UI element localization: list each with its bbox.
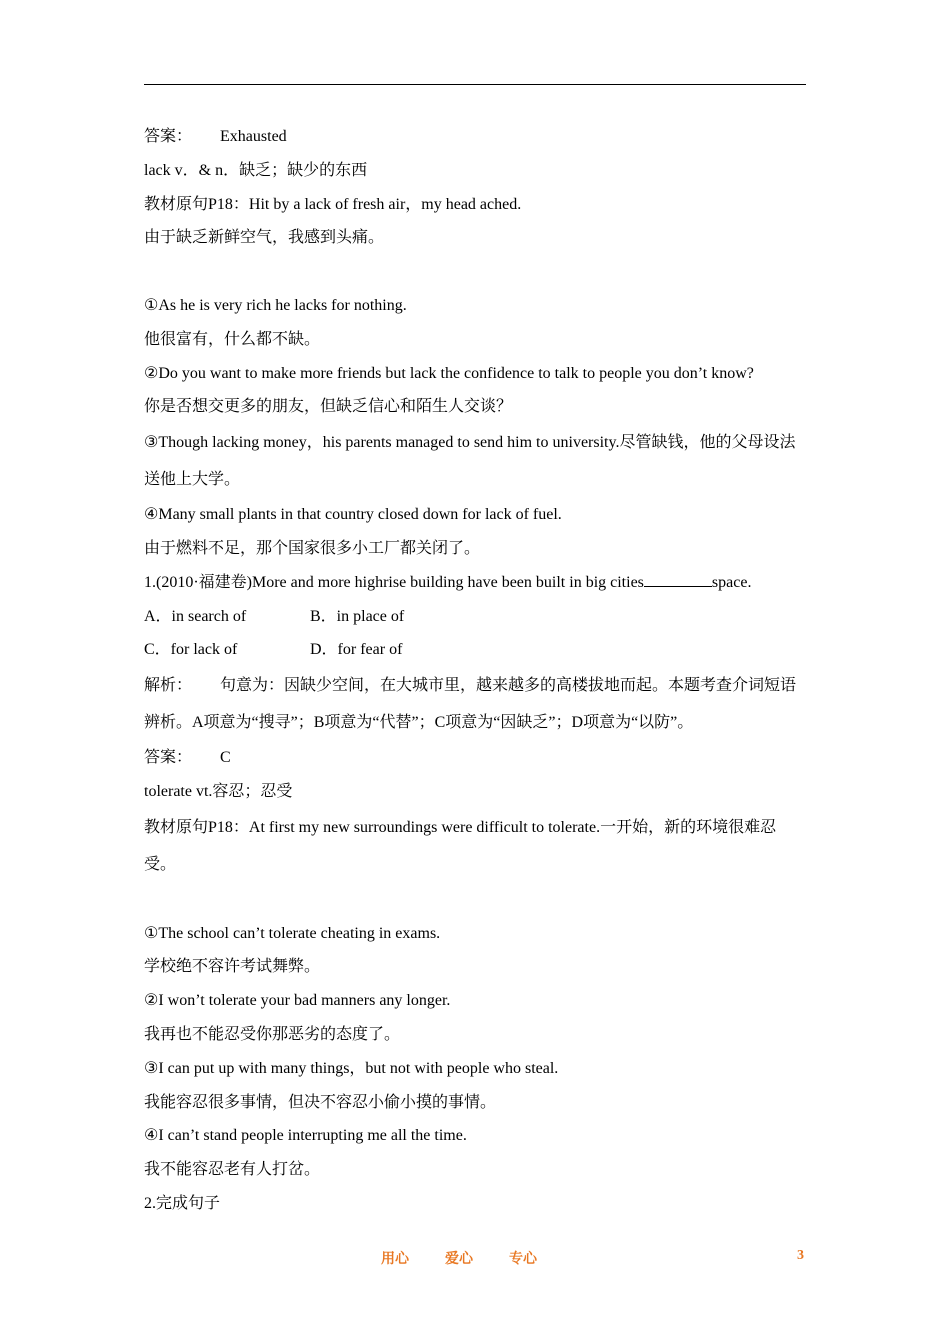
page-number: 3 [797, 1248, 804, 1263]
text-line: 2.完成句子 [144, 1194, 221, 1212]
page-footer [0, 1248, 950, 1268]
options-line [144, 633, 808, 667]
text-line: 我再也不能忍受你那恶劣的态度了。 [144, 1025, 401, 1043]
option-item: B．in place of [310, 607, 405, 625]
text-line: ②Do you want to make more friends but lack the confidence to talk to people you don’t know? [144, 364, 754, 382]
text-paragraph: 教材原句P18：At first my new surroundings were difficult to tolerate.一开始，新的环境很难忍受。 [144, 818, 777, 873]
text-line: 我不能容忍老有人打岔。 [144, 1161, 321, 1179]
text-line: ④Many small plants in that country closed down for lack of fuel. [144, 506, 562, 524]
document-body [144, 120, 808, 1221]
text-line: 我能容忍很多事情，但决不容忍小偷小摸的事情。 [144, 1093, 497, 1111]
analysis-label: 解析： [144, 677, 193, 695]
footer-motto [381, 1248, 573, 1268]
answer-blank [644, 572, 712, 587]
option-item: C．for lack of [144, 641, 238, 659]
motto-word: 用心 [381, 1251, 409, 1267]
blank-line [144, 883, 808, 917]
text-line: 由于燃料不足，那个国家很多小工厂都关闭了。 [144, 539, 481, 557]
answer-value: Exhausted [220, 128, 287, 145]
analysis-text: 句意为：因缺少空间，在大城市里，越来越多的高楼拔地而起。本题考查介词短语辨析。A项意为“搜寻”；B项意为“代替”；C项意为“因缺乏”；D项意为“以防”。 [144, 677, 797, 732]
text-line: 你是否想交更多的朋友，但缺乏信心和陌生人交谈？ [144, 398, 513, 416]
option-item: D．for fear of [310, 641, 403, 659]
question-line [144, 566, 808, 600]
answer-line [144, 120, 808, 154]
header-rule [144, 84, 806, 85]
answer-label: 答案： [144, 128, 193, 145]
text-line: 教材原句P18：Hit by a lack of fresh air，my head ached. [144, 195, 522, 213]
text-line: lack v．& n．缺乏；缺少的东西 [144, 161, 368, 179]
answer-value: C [220, 749, 231, 767]
text-line: 他很富有，什么都不缺。 [144, 330, 321, 348]
question-text: 1.(2010·福建卷)More and more highrise building have been built in big cities [144, 573, 644, 591]
motto-word: 专心 [509, 1251, 537, 1267]
blank-line [144, 255, 808, 289]
text-line: ④I can’t stand people interrupting me all the time. [144, 1127, 467, 1145]
text-line: tolerate vt.容忍；忍受 [144, 782, 293, 800]
text-paragraph: ③Though lacking money，his parents managed to send him to university.尽管缺钱，他的父母设法送他上大学。 [144, 434, 796, 489]
text-line: ③I can put up with many things，but not with people who steal. [144, 1059, 559, 1077]
analysis-paragraph [144, 667, 808, 741]
option-item: A．in search of [144, 607, 247, 625]
question-text-end: space. [711, 573, 752, 591]
answer-line [144, 741, 808, 775]
options-line [144, 600, 808, 634]
text-line: 学校绝不容许考试舞弊。 [144, 958, 321, 976]
text-line: ②I won’t tolerate your bad manners any longer. [144, 992, 451, 1010]
answer-label: 答案： [144, 749, 193, 767]
text-line: 由于缺乏新鲜空气，我感到头痛。 [144, 229, 385, 247]
motto-word: 爱心 [445, 1251, 473, 1267]
text-line: ①As he is very rich he lacks for nothing. [144, 296, 407, 314]
text-line: ①The school can’t tolerate cheating in exams. [144, 924, 441, 942]
